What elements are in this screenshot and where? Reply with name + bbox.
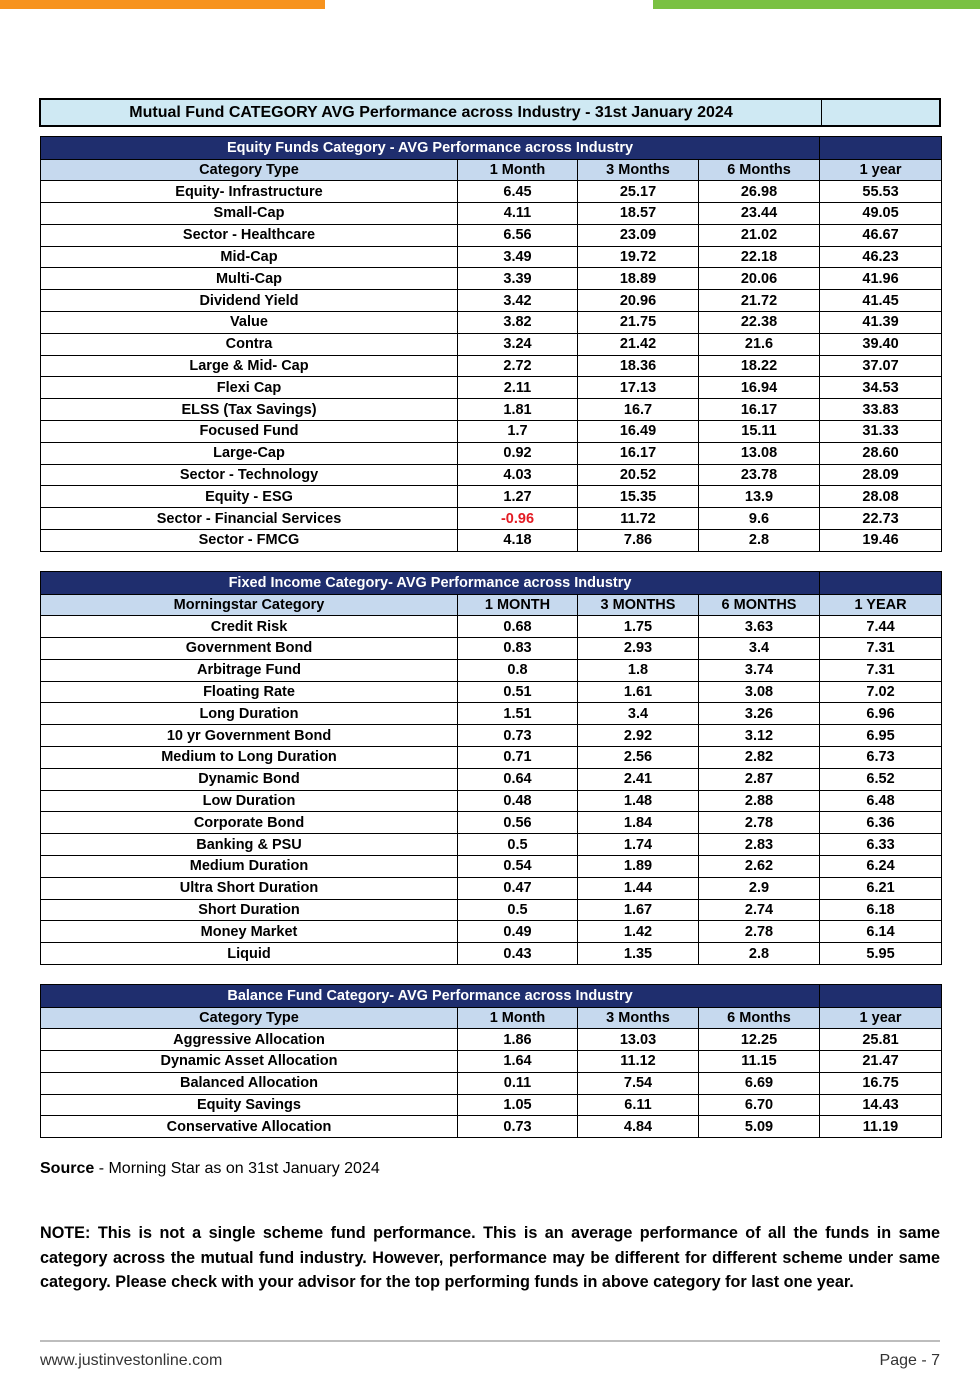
table-row (41, 790, 942, 812)
value-cell: 13.9 (699, 486, 820, 508)
category-cell: Mid-Cap (41, 246, 458, 268)
value-cell: 5.09 (699, 1116, 820, 1138)
category-cell: Aggressive Allocation (41, 1029, 458, 1051)
value-cell: 1.61 (578, 681, 699, 703)
value-cell: 18.89 (578, 268, 699, 290)
value-cell: 6.56 (458, 224, 578, 246)
value-cell: 13.03 (578, 1029, 699, 1051)
table-row (41, 638, 942, 660)
column-header: 1 year (820, 1007, 942, 1029)
value-cell: 1.67 (578, 899, 699, 921)
category-cell: Dynamic Asset Allocation (41, 1051, 458, 1073)
table-row (41, 442, 942, 464)
value-cell: 1.84 (578, 812, 699, 834)
category-cell: Large & Mid- Cap (41, 355, 458, 377)
category-cell: Banking & PSU (41, 834, 458, 856)
value-cell: 3.82 (458, 312, 578, 334)
value-cell: 1.8 (578, 659, 699, 681)
table-row (41, 1072, 942, 1094)
value-cell: 16.94 (699, 377, 820, 399)
category-cell: Sector - FMCG (41, 530, 458, 552)
value-cell: 7.44 (820, 616, 942, 638)
table-row (41, 508, 942, 530)
value-cell: 15.35 (578, 486, 699, 508)
value-cell: 3.39 (458, 268, 578, 290)
value-cell: 6.69 (699, 1072, 820, 1094)
value-cell: 22.38 (699, 312, 820, 334)
value-cell: 25.17 (578, 181, 699, 203)
table-row (41, 703, 942, 725)
column-header: 6 Months (699, 1007, 820, 1029)
table-row (41, 268, 942, 290)
value-cell: 2.9 (699, 877, 820, 899)
value-cell: 1.05 (458, 1094, 578, 1116)
category-cell: Credit Risk (41, 616, 458, 638)
value-cell: 0.49 (458, 921, 578, 943)
value-cell: 23.44 (699, 203, 820, 225)
value-cell: 0.5 (458, 899, 578, 921)
value-cell: 6.96 (820, 703, 942, 725)
value-cell: 2.88 (699, 790, 820, 812)
value-cell: 7.31 (820, 659, 942, 681)
column-header: 3 MONTHS (578, 594, 699, 616)
value-cell: 21.72 (699, 290, 820, 312)
source-line (40, 1160, 380, 1178)
value-cell: 21.6 (699, 333, 820, 355)
value-cell: 2.82 (699, 747, 820, 769)
table-row (41, 768, 942, 790)
value-cell: 0.56 (458, 812, 578, 834)
page-title-empty-cell (822, 100, 939, 125)
value-cell: 1.74 (578, 834, 699, 856)
table-row (41, 224, 942, 246)
column-header: 1 Month (458, 1007, 578, 1029)
source-label: Source (40, 1160, 95, 1177)
header-row (41, 159, 942, 181)
value-cell: 2.92 (578, 725, 699, 747)
value-cell: 4.11 (458, 203, 578, 225)
category-cell: Medium to Long Duration (41, 747, 458, 769)
category-cell: Floating Rate (41, 681, 458, 703)
value-cell: 4.18 (458, 530, 578, 552)
value-cell: 1.89 (578, 856, 699, 878)
section-title: Equity Funds Category - AVG Performance across Industry (41, 137, 820, 160)
value-cell: 2.72 (458, 355, 578, 377)
table-row (41, 877, 942, 899)
value-cell: 46.23 (820, 246, 942, 268)
value-cell: 6.48 (820, 790, 942, 812)
category-cell: Government Bond (41, 638, 458, 660)
table-row (41, 1094, 942, 1116)
source-text: - Morning Star as on 31st January 2024 (94, 1160, 380, 1177)
value-cell: 46.67 (820, 224, 942, 246)
value-cell: 2.78 (699, 812, 820, 834)
table-row (41, 616, 942, 638)
value-cell: 12.25 (699, 1029, 820, 1051)
value-cell: 25.81 (820, 1029, 942, 1051)
value-cell: 20.06 (699, 268, 820, 290)
value-cell: 7.02 (820, 681, 942, 703)
value-cell: 39.40 (820, 333, 942, 355)
value-cell: 0.73 (458, 1116, 578, 1138)
value-cell: 0.54 (458, 856, 578, 878)
category-cell: Equity Savings (41, 1094, 458, 1116)
value-cell: 21.02 (699, 224, 820, 246)
table-row (41, 725, 942, 747)
value-cell: 2.56 (578, 747, 699, 769)
value-cell: 2.78 (699, 921, 820, 943)
category-cell: Flexi Cap (41, 377, 458, 399)
category-cell: Contra (41, 333, 458, 355)
value-cell: 6.45 (458, 181, 578, 203)
value-cell: 55.53 (820, 181, 942, 203)
value-cell: 2.8 (699, 943, 820, 965)
value-cell: 28.09 (820, 464, 942, 486)
value-cell: 7.86 (578, 530, 699, 552)
table-row (41, 1116, 942, 1138)
value-cell: 7.54 (578, 1072, 699, 1094)
value-cell: 6.24 (820, 856, 942, 878)
table-row (41, 1029, 942, 1051)
value-cell: 5.95 (820, 943, 942, 965)
column-header: 6 MONTHS (699, 594, 820, 616)
value-cell: 16.75 (820, 1072, 942, 1094)
table-row (41, 921, 942, 943)
category-cell: Long Duration (41, 703, 458, 725)
value-cell: 2.8 (699, 530, 820, 552)
value-cell: 1.81 (458, 399, 578, 421)
value-cell: 9.6 (699, 508, 820, 530)
section-title-row (41, 985, 942, 1008)
category-cell: Sector - Technology (41, 464, 458, 486)
value-cell: 41.96 (820, 268, 942, 290)
equity-table (40, 136, 942, 552)
footer-page-number: Page - 7 (879, 1352, 940, 1369)
table-row (41, 659, 942, 681)
value-cell: 19.46 (820, 530, 942, 552)
table-row (41, 377, 942, 399)
value-cell: 0.73 (458, 725, 578, 747)
value-cell: 49.05 (820, 203, 942, 225)
value-cell: 2.83 (699, 834, 820, 856)
table-row (41, 899, 942, 921)
value-cell: 20.52 (578, 464, 699, 486)
table-row (41, 486, 942, 508)
value-cell: -0.96 (458, 508, 578, 530)
page-title-text: Mutual Fund CATEGORY AVG Performance across Industry - 31st January 2024 (41, 100, 822, 125)
value-cell: 4.84 (578, 1116, 699, 1138)
value-cell: 6.33 (820, 834, 942, 856)
value-cell: 2.41 (578, 768, 699, 790)
table-row (41, 943, 942, 965)
category-cell: Low Duration (41, 790, 458, 812)
category-cell: Large-Cap (41, 442, 458, 464)
value-cell: 7.31 (820, 638, 942, 660)
category-cell: Equity - ESG (41, 486, 458, 508)
value-cell: 1.42 (578, 921, 699, 943)
value-cell: 2.11 (458, 377, 578, 399)
table-row (41, 203, 942, 225)
category-cell: Corporate Bond (41, 812, 458, 834)
section-title-row (41, 572, 942, 595)
value-cell: 3.42 (458, 290, 578, 312)
value-cell: 1.86 (458, 1029, 578, 1051)
value-cell: 18.36 (578, 355, 699, 377)
value-cell: 34.53 (820, 377, 942, 399)
value-cell: 1.44 (578, 877, 699, 899)
value-cell: 0.5 (458, 834, 578, 856)
table-row (41, 355, 942, 377)
value-cell: 6.11 (578, 1094, 699, 1116)
column-header: Category Type (41, 159, 458, 181)
value-cell: 2.93 (578, 638, 699, 660)
value-cell: 0.51 (458, 681, 578, 703)
table-row (41, 747, 942, 769)
category-cell: ELSS (Tax Savings) (41, 399, 458, 421)
value-cell: 0.64 (458, 768, 578, 790)
table-row (41, 246, 942, 268)
category-cell: Dynamic Bond (41, 768, 458, 790)
table-row (41, 856, 942, 878)
column-header: 3 Months (578, 159, 699, 181)
category-cell: Arbitrage Fund (41, 659, 458, 681)
value-cell: 3.12 (699, 725, 820, 747)
value-cell: 6.95 (820, 725, 942, 747)
value-cell: 3.08 (699, 681, 820, 703)
section-title-empty-cell (820, 572, 942, 595)
value-cell: 14.43 (820, 1094, 942, 1116)
table-row (41, 530, 942, 552)
value-cell: 3.74 (699, 659, 820, 681)
value-cell: 1.64 (458, 1051, 578, 1073)
category-cell: Ultra Short Duration (41, 877, 458, 899)
table-row (41, 812, 942, 834)
category-cell: Focused Fund (41, 421, 458, 443)
value-cell: 13.08 (699, 442, 820, 464)
value-cell: 1.48 (578, 790, 699, 812)
value-cell: 0.43 (458, 943, 578, 965)
value-cell: 6.70 (699, 1094, 820, 1116)
value-cell: 3.63 (699, 616, 820, 638)
category-cell: 10 yr Government Bond (41, 725, 458, 747)
value-cell: 16.17 (699, 399, 820, 421)
page-title (39, 98, 941, 127)
section-title: Balance Fund Category- AVG Performance across Industry (41, 985, 820, 1008)
table-row (41, 290, 942, 312)
value-cell: 17.13 (578, 377, 699, 399)
value-cell: 6.73 (820, 747, 942, 769)
value-cell: 41.39 (820, 312, 942, 334)
value-cell: 21.75 (578, 312, 699, 334)
value-cell: 0.83 (458, 638, 578, 660)
value-cell: 0.71 (458, 747, 578, 769)
value-cell: 1.75 (578, 616, 699, 638)
table-row (41, 399, 942, 421)
category-cell: Conservative Allocation (41, 1116, 458, 1138)
value-cell: 3.26 (699, 703, 820, 725)
value-cell: 1.7 (458, 421, 578, 443)
value-cell: 3.24 (458, 333, 578, 355)
value-cell: 3.4 (699, 638, 820, 660)
value-cell: 2.87 (699, 768, 820, 790)
value-cell: 6.52 (820, 768, 942, 790)
value-cell: 16.7 (578, 399, 699, 421)
category-cell: Multi-Cap (41, 268, 458, 290)
value-cell: 26.98 (699, 181, 820, 203)
value-cell: 15.11 (699, 421, 820, 443)
table-row (41, 681, 942, 703)
category-cell: Dividend Yield (41, 290, 458, 312)
section-title-empty-cell (820, 985, 942, 1008)
value-cell: 16.49 (578, 421, 699, 443)
value-cell: 6.18 (820, 899, 942, 921)
top-bar-orange (0, 0, 325, 9)
value-cell: 1.27 (458, 486, 578, 508)
value-cell: 28.60 (820, 442, 942, 464)
column-header: 1 YEAR (820, 594, 942, 616)
table-row (41, 312, 942, 334)
value-cell: 20.96 (578, 290, 699, 312)
value-cell: 3.49 (458, 246, 578, 268)
value-cell: 22.73 (820, 508, 942, 530)
value-cell: 21.47 (820, 1051, 942, 1073)
category-cell: Equity- Infrastructure (41, 181, 458, 203)
column-header: 1 MONTH (458, 594, 578, 616)
value-cell: 0.11 (458, 1072, 578, 1094)
value-cell: 31.33 (820, 421, 942, 443)
value-cell: 16.17 (578, 442, 699, 464)
value-cell: 11.19 (820, 1116, 942, 1138)
category-cell: Sector - Healthcare (41, 224, 458, 246)
column-header: 1 Month (458, 159, 578, 181)
value-cell: 18.57 (578, 203, 699, 225)
value-cell: 6.14 (820, 921, 942, 943)
table-row (41, 421, 942, 443)
category-cell: Sector - Financial Services (41, 508, 458, 530)
value-cell: 41.45 (820, 290, 942, 312)
value-cell: 0.8 (458, 659, 578, 681)
section-title: Fixed Income Category- AVG Performance across Industry (41, 572, 820, 595)
value-cell: 0.68 (458, 616, 578, 638)
value-cell: 0.48 (458, 790, 578, 812)
table-row (41, 834, 942, 856)
value-cell: 11.72 (578, 508, 699, 530)
category-cell: Value (41, 312, 458, 334)
disclaimer-note: NOTE: This is not a single scheme fund performance. This is an average performance of all the funds in same category across the mutual fund industry. However, performance may be different for different scheme under same category. Please check with your advisor for the top performing funds in above category for last one year. (40, 1224, 940, 1291)
value-cell: 1.35 (578, 943, 699, 965)
balance-table (40, 984, 942, 1138)
table-row (41, 464, 942, 486)
value-cell: 0.92 (458, 442, 578, 464)
value-cell: 2.74 (699, 899, 820, 921)
fixed-income-table (40, 571, 942, 965)
table-row (41, 1051, 942, 1073)
category-cell: Short Duration (41, 899, 458, 921)
category-cell: Small-Cap (41, 203, 458, 225)
value-cell: 23.78 (699, 464, 820, 486)
category-cell: Liquid (41, 943, 458, 965)
category-cell: Medium Duration (41, 856, 458, 878)
value-cell: 0.47 (458, 877, 578, 899)
value-cell: 6.21 (820, 877, 942, 899)
value-cell: 21.42 (578, 333, 699, 355)
value-cell: 23.09 (578, 224, 699, 246)
table-row (41, 181, 942, 203)
column-header: Category Type (41, 1007, 458, 1029)
header-row (41, 594, 942, 616)
value-cell: 18.22 (699, 355, 820, 377)
value-cell: 22.18 (699, 246, 820, 268)
value-cell: 11.12 (578, 1051, 699, 1073)
footer-divider (40, 1340, 940, 1342)
footer-website: www.justinvestonline.com (40, 1352, 223, 1369)
value-cell: 28.08 (820, 486, 942, 508)
table-row (41, 333, 942, 355)
column-header: Morningstar Category (41, 594, 458, 616)
column-header: 1 year (820, 159, 942, 181)
value-cell: 2.62 (699, 856, 820, 878)
value-cell: 4.03 (458, 464, 578, 486)
value-cell: 3.4 (578, 703, 699, 725)
section-title-empty-cell (820, 137, 942, 160)
value-cell: 11.15 (699, 1051, 820, 1073)
value-cell: 33.83 (820, 399, 942, 421)
value-cell: 6.36 (820, 812, 942, 834)
value-cell: 19.72 (578, 246, 699, 268)
section-title-row (41, 137, 942, 160)
column-header: 6 Months (699, 159, 820, 181)
top-bar-green (653, 0, 980, 9)
category-cell: Balanced Allocation (41, 1072, 458, 1094)
value-cell: 1.51 (458, 703, 578, 725)
column-header: 3 Months (578, 1007, 699, 1029)
value-cell: 37.07 (820, 355, 942, 377)
header-row (41, 1007, 942, 1029)
category-cell: Money Market (41, 921, 458, 943)
